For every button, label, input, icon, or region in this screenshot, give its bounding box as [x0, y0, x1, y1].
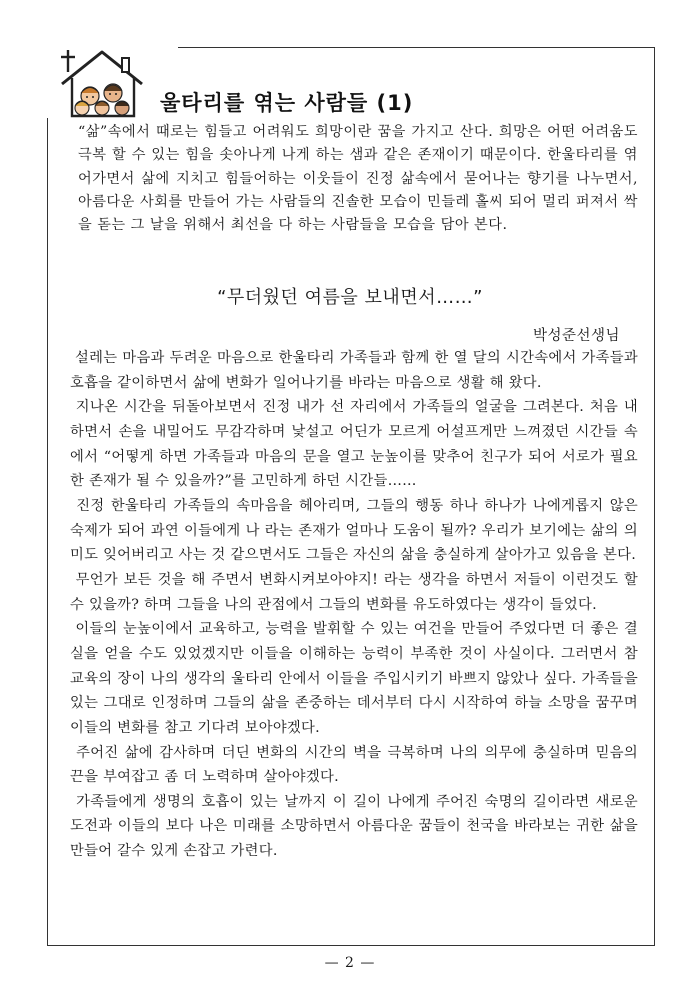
- frame-right-border: [654, 47, 655, 945]
- page-number: — 2 —: [324, 955, 376, 971]
- page-title: 울타리를 엮는 사람들 (1): [160, 91, 414, 115]
- intro-paragraph: “삶”속에서 때로는 힘들고 어려워도 희망이란 꿈을 가지고 산다. 희망은 어떤 어려움도 극복 할 수 있는 힘을 솟아나게 나게 하는 샘과 같은 존재이기 때문이다. 한울타리를 엮어가면서 삶에 지치고 힘들어하는 이웃들이 진정 삶속에서 묻어나는 향기를 나누면서, 아름다운 사회를 만들어 가는 사람들의 진솔한 모습이 민들레 홀씨 되어 멀리 퍼져서 싹을 돋는 그 날을 위해서 최선을 다 하는 사람들을 모습을 담아 본다.: [78, 124, 638, 234]
- house-family-logo-icon: [58, 46, 146, 120]
- article-body: [70, 346, 638, 864]
- frame-top-border: [178, 47, 654, 48]
- body-paragraph: 무언가 보든 것을 해 주면서 변화시켜보아야지! 라는 생각을 하면서 저들이 이런것도 할 수 있을까? 하며 그들을 나의 관점에서 그들의 변화를 유도하였다는 생각이 들었다.: [70, 571, 638, 613]
- article-title: “무더웠던 여름을 보내면서……”: [217, 287, 483, 308]
- body-paragraph: 이들의 눈높이에서 교육하고, 능력을 발휘할 수 있는 여건을 만들어 주었다면 더 좋은 결실을 얻을 수도 있었겠지만 이들을 이해하는 능력이 부족한 것이 사실이다. 그러면서 참 교육의 장이 나의 생각의 울타리 안에서 이들을 주입시키기 바쁘지 않았나 싶다. 가족들을 있는 그대로 인정하며 그들의 삶을 존중하는 데서부터 다시 시작하여 하늘 소망을 꿈꾸며 이들의 변화를 참고 기다려 보아야겠다.: [70, 621, 638, 736]
- body-paragraph: 지나온 시간을 뒤돌아보면서 진정 내가 선 자리에서 가족들의 얼굴을 그려본다. 처음 내하면서 손을 내밀어도 무감각하며 낯설고 어딘가 모르게 어설프게만 느껴졌던 시간들 속에서 “어떻게 하면 가족들과 마음의 문을 열고 눈높이를 맞추어 친구가 되어 서로가 필요한 존재가 될 수 있을까?”를 고민하게 하던 시간들……: [70, 399, 638, 490]
- body-paragraph: 설레는 마음과 두려운 마음으로 한울타리 가족들과 함께 한 열 달의 시간속에서 가족들과 호흡을 같이하면서 삶에 변화가 일어나기를 바라는 마음으로 생활 해 왔다.: [70, 350, 638, 391]
- body-paragraph: 주어진 삶에 감사하며 더딘 변화의 시간의 벽을 극복하며 나의 의무에 충실하며 믿음의 끈을 부여잡고 좀 더 노력하며 살아야겠다.: [70, 744, 638, 786]
- frame-left-border: [47, 118, 48, 945]
- body-paragraph: 가족들에게 생명의 호흡이 있는 날까지 이 길이 나에게 주어진 숙명의 길이라면 새로운 도전과 이들의 보다 나은 미래를 소망하면서 아름다운 꿈들이 천국을 바라보는 귀한 삶을 만들어 갈수 있게 손잡고 가련다.: [70, 793, 638, 860]
- frame-bottom-border: [47, 945, 655, 946]
- article-author: 박성준선생님: [532, 328, 620, 344]
- body-paragraph: 진정 한울타리 가족들의 속마음을 헤아리며, 그들의 행동 하나 하나가 나에게롭지 않은 숙제가 되어 과연 이들에게 나 라는 존재가 얼마나 도움이 될까? 우리가 보기에는 삶의 의미도 잊어버리고 사는 것 같으면서도 그들은 자신의 삶을 충실하게 살아가고 있음을 본다.: [70, 497, 638, 564]
